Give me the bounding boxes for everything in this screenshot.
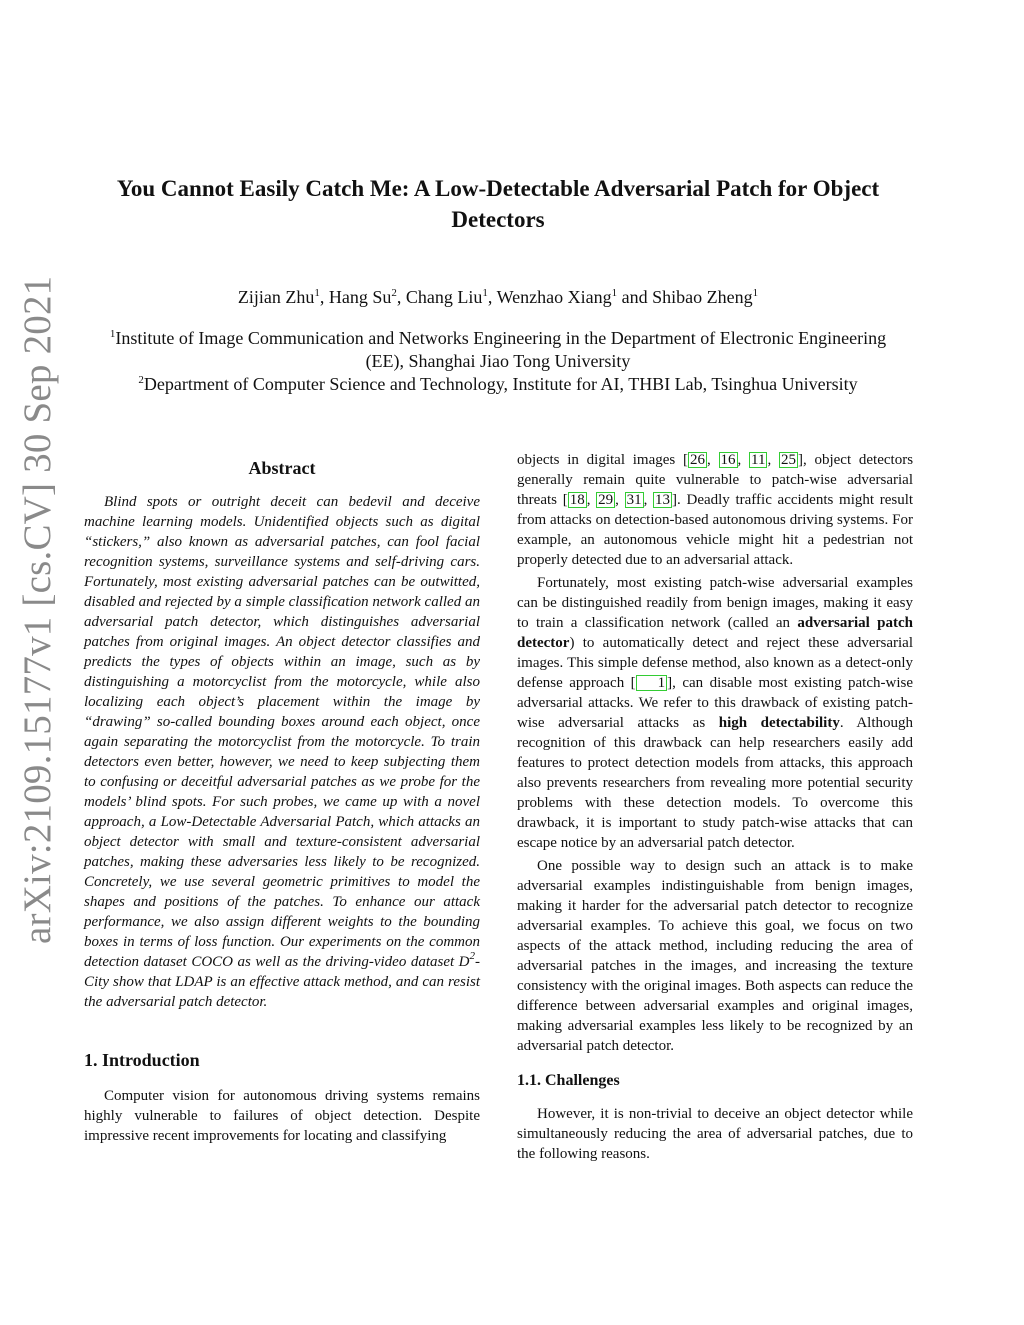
author-list	[92, 285, 904, 309]
author: Shibao Zheng$^1$	[652, 287, 759, 307]
author: Chang Liu$^1$,	[405, 287, 497, 307]
challenges-heading: 1.1. Challenges	[517, 1072, 620, 1089]
abstract-text: Blind spots or outright deceit can bedevil and deceive machine learning models. Unidentified objects such as digital “stickers,” also known as adversarial patches, can fool facial recognition systems, surveillance systems and self-driving cars. Fortunately, most existing adversarial patches can be outwitted, disabled and rejected by a simple classification network called an adversarial patch detector, which distinguishes adversarial patches from original images. An object detector classifies and predicts the types of objects within an image, such as by distinguishing a motorcyclist from the motorcycle, while also localizing each object’s placement within the image by “drawing” so-called bounding boxes around each object, once again separating the motorcyclist from the motorcycle. To train detectors even better, however, we need to keep subjecting them to confusing or deceitful adversarial patches as we probe for the models’ blind spots. For such probes, we came up with a novel approach, a Low-Detectable Adversarial Patch, which attacks an object detector with small and texture-consistent adversarial patches, making these adversaries less likely to be recognized. Concretely, we use several geometric primitives to model the shapes and positions of the patches. To enhance our attack performance, we also assign different weights to the bounding boxes in terms of loss function. Our experiments on the common detection dataset COCO as well as the driving-video dataset $D^2$-City show that LDAP is an effective attack method, and can resist the adversarial patch detector.	[84, 494, 480, 1010]
intro-paragraph: Computer vision for autonomous driving systems remains highly vulnerable to failures of object detection. Despite impressive recent improvements for locating and classifying	[84, 1088, 480, 1144]
introduction-heading: 1. Introduction	[84, 1050, 200, 1070]
author: Wenzhao Xiang$^1$ and	[496, 287, 653, 307]
arxiv-side-label: arXiv:2109.15177v1 [cs.CV] 30 Sep 2021	[16, 275, 59, 944]
citation-link[interactable]: 31	[626, 492, 642, 508]
author: Hang Su$^2$,	[328, 287, 406, 307]
affiliations	[92, 327, 904, 396]
intro-paragraph-continued: objects in digital images [ 26 , 16 , 11 , 25 ], object detectors generally remain quite vulnerable to patch-wise adversarial threats [ 18 , 29 , 31 , 13 ]. Deadly traffic accidents might result from attacks on detection-based autonomous driving systems. For example, an autonomous vehicle might hit a pedestrian not properly detected due to an adversarial attack.	[517, 452, 914, 568]
abstract-heading: Abstract	[248, 458, 316, 478]
citation-link[interactable]: 1	[636, 675, 668, 691]
citation-link[interactable]: 13	[655, 492, 671, 508]
citation-link[interactable]: 29	[598, 492, 614, 508]
paper-title: You Cannot Easily Catch Me: A Low-Detectable Adversarial Patch for Object Detectors	[116, 176, 880, 232]
left-column	[84, 450, 480, 1149]
affiliation-2: $^2$Department of Computer Science and Technology, Institute for AI, THBI Lab, Tsinghua University	[138, 374, 858, 394]
citation-link[interactable]: 16	[720, 452, 736, 468]
right-column	[517, 450, 913, 1167]
citation-link[interactable]: 25	[780, 452, 796, 468]
design-paragraph: One possible way to design such an attack is to make adversarial examples indistinguishable from benign images, making it harder for the adversarial patch detector to recognize adversarial examples. To achieve this goal, we focus on two aspects of the attack method, including reducing the area of adversarial patches in the images, and increasing the texture consistency with the original images. Both aspects can reduce the difference between adversarial examples and original images, making adversarial examples less likely to be recognized by an adversarial patch detector.	[517, 858, 913, 1054]
affiliation-1: $^1$Institute of Image Communication and Networks Engineering in the Department of Electronic Engineering (EE), Shanghai Jiao Tong University	[109, 328, 887, 371]
author: Zijian Zhu$^1$,	[237, 287, 329, 307]
citation-link[interactable]: 11	[751, 452, 766, 468]
citation-link[interactable]: 26	[689, 452, 705, 468]
citation-link[interactable]: 18	[569, 492, 585, 508]
fortunately-paragraph: Fortunately, most existing patch-wise adversarial examples can be distinguished readily from benign images, making it easy to train a classification network (called an adversarial patch detector) to automatically detect and reject these adversarial images. This simple defense method, also known as a detect-only defense approach [ 1 ], can disable most existing patch-wise adversarial attacks. We refer to this drawback of existing patch-wise adversarial attacks as high detectability. Although recognition of this drawback can help researchers easily add features to protect detection models from attacks, this approach also prevents researchers from revealing more potential security problems with these detection models. To overcome this drawback, it is important to study patch-wise attacks that can escape notice by an adversarial patch detector.	[517, 575, 913, 851]
challenges-paragraph: However, it is non-trivial to deceive an object detector while simultaneously reducing the area of adversarial patches, due to the following reasons.	[517, 1106, 913, 1162]
